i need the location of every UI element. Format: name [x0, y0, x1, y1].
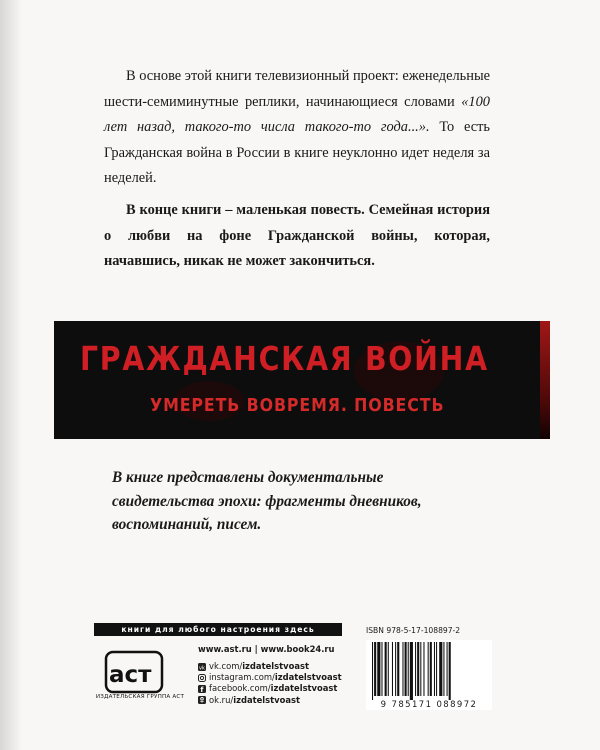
- instagram-icon: [198, 674, 206, 682]
- spine-shadow: [0, 0, 22, 750]
- logo-text: аст: [109, 662, 152, 688]
- isbn-label: ISBN 978-5-17-108897-2: [366, 626, 461, 635]
- isbn-barcode: [366, 640, 492, 700]
- barcode-bars: [366, 640, 492, 700]
- publisher-name: ИЗДАТЕЛЬСКАЯ ГРУППА АСТ: [95, 694, 185, 700]
- banner-subtitle: УМЕРЕТЬ ВОВРЕМЯ. ПОВЕСТЬ: [150, 395, 445, 416]
- publisher-sites: www.ast.ru | www.book24.ru: [198, 644, 335, 654]
- banner-red-edge: [540, 321, 550, 439]
- blurb-paragraph-1: В основе этой книги телевизионный проект: еженедельные шести-семиминутные реплики, начинающиеся словами «100 лет назад, такого-то числа такого-то года...». То есть Гражданская война в России в книге неуклонно идет неделя за неделей.: [104, 68, 490, 187]
- social-link-odnoklassniki[interactable]: ok.ru/ izdatelstvoast: [198, 695, 342, 706]
- tagline-bar: книги для любого настроения здесь: [94, 623, 342, 636]
- documents-note: В книге представлены документальные свидетельства эпохи: фрагменты дневников, воспоминаний, писем.: [112, 469, 422, 533]
- social-link-facebook[interactable]: f facebook.com/ izdatelstvoast: [198, 683, 342, 694]
- social-link-instagram[interactable]: instagram.com/ izdatelstvoast: [198, 672, 342, 683]
- vk-icon: [198, 663, 206, 671]
- blurb-quote: «100 лет назад, такого-то числа такого-то года...».: [104, 93, 490, 136]
- social-link-vk[interactable]: vk vk.com/ izdatelstvoast: [199, 661, 309, 671]
- title-banner: [54, 321, 550, 439]
- ast-logo: [104, 650, 164, 694]
- facebook-icon: [198, 685, 206, 693]
- svg-text:f: f: [200, 686, 204, 693]
- svg-text:vk: vk: [199, 664, 205, 671]
- blurb-text: [104, 64, 490, 275]
- blurb-paragraph-2: В конце книги – маленькая повесть. Семейная история о любви на фоне Гражданской войны, которая, начавшись, никак не может закончиться.: [104, 201, 490, 270]
- odnoklassniki-icon: [198, 696, 206, 704]
- barcode-digits: 9 785171 088972: [366, 700, 492, 710]
- social-links: [198, 661, 342, 706]
- banner-title: ГРАЖДАНСКАЯ ВОЙНА: [80, 339, 489, 378]
